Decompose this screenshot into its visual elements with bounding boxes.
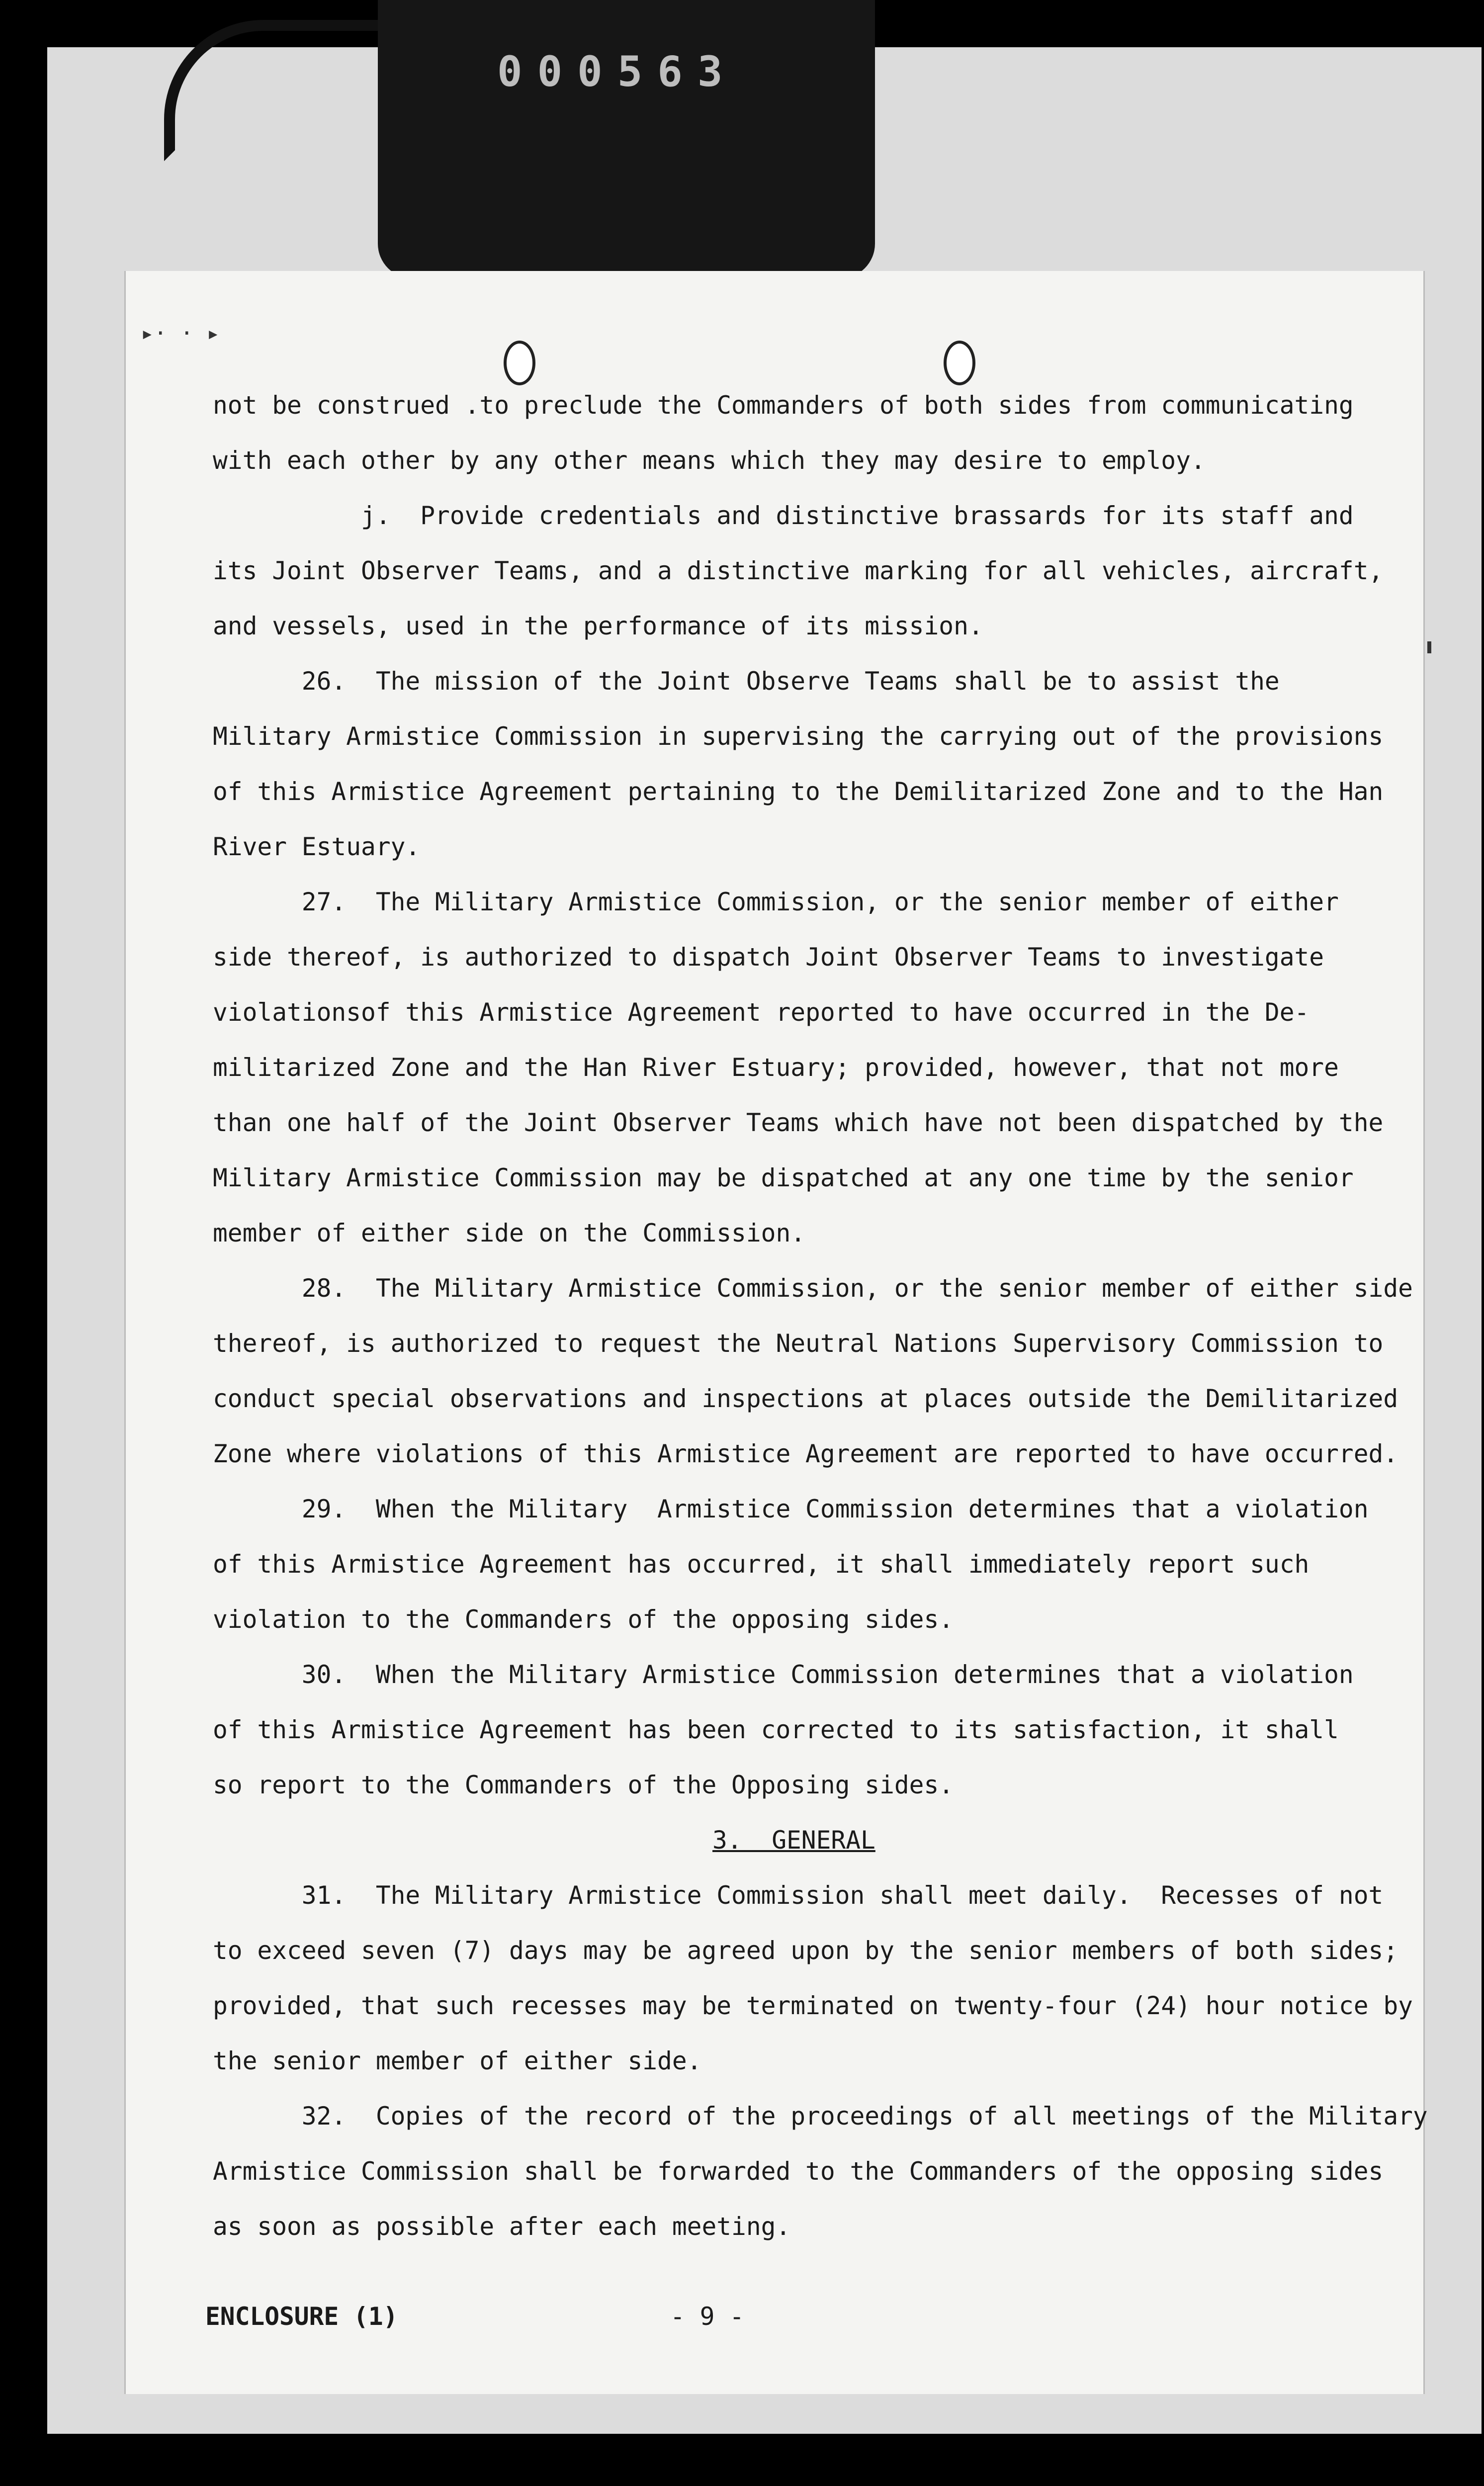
text-line: of this Armistice Agreement has been corrected to its satisfaction, it shall bbox=[213, 1715, 1339, 1744]
clip-cord bbox=[164, 20, 415, 161]
section-heading: 3. GENERAL bbox=[712, 1826, 875, 1855]
page-number: - 9 - bbox=[670, 2302, 745, 2331]
text-line: and vessels, used in the performance of its mission. bbox=[213, 612, 983, 640]
text-line: provided, that such recesses may be terminated on twenty-four (24) hour notice by bbox=[213, 1991, 1413, 2020]
text-line: thereof, is authorized to request the Neutral Nations Supervisory Commission to bbox=[213, 1329, 1384, 1358]
text-line: 30. When the Military Armistice Commission determines that a violation bbox=[213, 1660, 1354, 1689]
text-line: with each other by any other means which they may desire to employ. bbox=[213, 446, 1206, 475]
text-line: violationsof this Armistice Agreement reported to have occurred in the De- bbox=[213, 998, 1309, 1027]
text-line: Military Armistice Commission may be dispatched at any one time by the senior bbox=[213, 1163, 1354, 1192]
text-line: the senior member of either side. bbox=[213, 2046, 702, 2075]
text-line: so report to the Commanders of the Opposing sides. bbox=[213, 1771, 954, 1799]
text-line: Military Armistice Commission in supervising the carrying out of the provisions bbox=[213, 722, 1384, 751]
text-line: of this Armistice Agreement has occurred, it shall immediately report such bbox=[213, 1550, 1309, 1579]
frame-counter: 000563 bbox=[497, 47, 738, 96]
text-line: 29. When the Military Armistice Commission determines that a violation bbox=[213, 1495, 1369, 1523]
text-line: River Estuary. bbox=[213, 832, 421, 861]
text-line: 31. The Military Armistice Commission shall meet daily. Recesses of not bbox=[213, 1881, 1384, 1910]
text-line: conduct special observations and inspections at places outside the Demilitarized bbox=[213, 1384, 1398, 1413]
enclosure-label: ENCLOSURE (1) bbox=[205, 2302, 398, 2331]
text-line: Zone where violations of this Armistice Agreement are reported to have occurred. bbox=[213, 1439, 1398, 1468]
text-line: to exceed seven (7) days may be agreed upon by the senior members of both sides; bbox=[213, 1936, 1398, 1965]
document-page bbox=[124, 271, 1428, 2394]
corner-mark: ▸· · ▸ bbox=[141, 321, 220, 346]
text-line: Armistice Commission shall be forwarded to the Commanders of the opposing sides bbox=[213, 2157, 1384, 2186]
text-line: of this Armistice Agreement pertaining to the Demilitarized Zone and to the Han bbox=[213, 777, 1384, 806]
text-line: side thereof, is authorized to dispatch Joint Observer Teams to investigate bbox=[213, 943, 1324, 972]
text-line: not be construed .to preclude the Commanders of both sides from communicating bbox=[213, 391, 1354, 420]
text-line: 28. The Military Armistice Commission, or the senior member of either side bbox=[213, 1274, 1413, 1303]
text-line: violation to the Commanders of the opposing sides. bbox=[213, 1605, 954, 1634]
text-line: 26. The mission of the Joint Observe Teams shall be to assist the bbox=[213, 667, 1280, 696]
text-line: than one half of the Joint Observer Teams which have not been dispatched by the bbox=[213, 1108, 1384, 1137]
text-line: 32. Copies of the record of the proceedings of all meetings of the Military bbox=[213, 2102, 1428, 2131]
binder-clip bbox=[378, 0, 875, 278]
margin-mark bbox=[1427, 641, 1431, 653]
text-line: its Joint Observer Teams, and a distinctive marking for all vehicles, aircraft, bbox=[213, 556, 1384, 585]
text-line: as soon as possible after each meeting. bbox=[213, 2212, 791, 2241]
text-line: member of either side on the Commission. bbox=[213, 1219, 806, 1247]
text-line: j. Provide credentials and distinctive brassards for its staff and bbox=[213, 501, 1354, 530]
text-line: militarized Zone and the Han River Estuary; provided, however, that not more bbox=[213, 1053, 1339, 1082]
text-line: 27. The Military Armistice Commission, or the senior member of either bbox=[213, 888, 1339, 916]
